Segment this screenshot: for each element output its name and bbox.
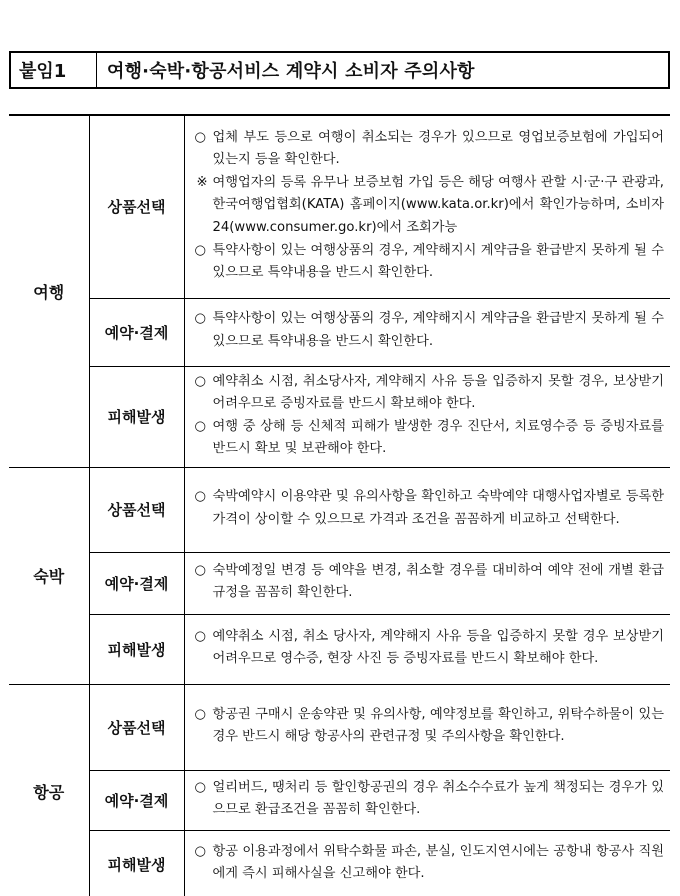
- circle-bullet-icon: ○: [194, 489, 207, 505]
- guidance-cell: [184, 298, 670, 366]
- item-text: 특약사항이 있는 여행상품의 경우, 계약해지시 계약금을 환급받지 못하게 될 수 있으므로 특약내용을 반드시 확인한다.: [212, 311, 664, 349]
- subcategory-cell: 예약·결제: [89, 552, 184, 614]
- list-item: [191, 704, 665, 749]
- table-row: [9, 115, 670, 298]
- table-row: [9, 684, 670, 770]
- guidance-cell: [184, 552, 670, 614]
- circle-bullet-icon: ○: [194, 129, 207, 145]
- subcategory-cell: 예약·결제: [89, 770, 184, 830]
- table-row: [9, 467, 670, 552]
- table-row: [9, 552, 670, 614]
- subcategory-cell: 상품선택: [89, 467, 184, 552]
- list-item: [191, 371, 665, 416]
- guidance-cell: [184, 770, 670, 830]
- table-row: [9, 614, 670, 684]
- list-item: [191, 841, 665, 886]
- circle-bullet-icon: ○: [194, 706, 207, 722]
- table-row: [9, 830, 670, 896]
- guidance-cell: [184, 366, 670, 467]
- list-item: [191, 626, 665, 671]
- guidance-cell: [184, 684, 670, 770]
- item-text: 여행업자의 등록 유무나 보증보험 가입 등은 해당 여행사 관할 시·군·구 관광과, 한국여행업협회(KATA) 홈페이지(www.kata.or.kr)에서 확인가능하며, 소비자24(www.consumer.go.kr)에서 조회가능: [212, 174, 664, 236]
- item-text: 항공권 구매시 운송약관 및 유의사항, 예약정보를 확인하고, 위탁수하물이 있는 경우 반드시 해당 항공사의 관련규정 및 주의사항을 확인한다.: [212, 706, 664, 745]
- list-item: [191, 486, 665, 531]
- subcategory-cell: 피해발생: [89, 614, 184, 684]
- item-text: 특약사항이 있는 여행상품의 경우, 계약해지시 계약금을 환급받지 못하게 될 수 있으므로 특약내용을 반드시 확인한다.: [212, 242, 664, 281]
- item-text: 항공 이용과정에서 위탁수화물 파손, 분실, 인도지연시에는 공항내 항공사 직원에게 즉시 피해사실을 신고해야 한다.: [212, 843, 664, 882]
- circle-bullet-icon: ○: [194, 628, 207, 644]
- table-row: [9, 366, 670, 467]
- table-row: [9, 770, 670, 830]
- guidance-cell: [184, 830, 670, 896]
- circle-bullet-icon: ○: [194, 311, 207, 327]
- subcategory-cell: 피해발생: [89, 366, 184, 467]
- attachment-label: 붙임1: [11, 53, 97, 87]
- document-title: 여행·숙박·항공서비스 계약시 소비자 주의사항: [107, 61, 475, 82]
- guidance-cell: [184, 614, 670, 684]
- subcategory-cell: 예약·결제: [89, 298, 184, 366]
- item-text: 업체 부도 등으로 여행이 취소되는 경우가 있으므로 영업보증보험에 가입되어 있는지 등을 확인한다.: [212, 129, 664, 168]
- circle-bullet-icon: ○: [194, 843, 207, 859]
- attachment-header: [9, 51, 670, 89]
- subcategory-cell: 상품선택: [89, 684, 184, 770]
- guidance-cell: [184, 115, 670, 298]
- subcategory-cell: 피해발생: [89, 830, 184, 896]
- circle-bullet-icon: ○: [194, 562, 207, 578]
- list-item: [191, 240, 665, 285]
- item-text: 숙박예약시 이용약관 및 유의사항을 확인하고 숙박예약 대행사업자별로 등록한 가격이 상이할 수 있으므로 가격과 조건을 꼼꼼하게 비교하고 선택한다.: [212, 489, 664, 527]
- category-cell: 항공: [9, 684, 89, 896]
- category-cell: 숙박: [9, 467, 89, 684]
- reference-mark-icon: ※: [196, 174, 208, 190]
- list-item: [191, 777, 665, 822]
- item-text: 예약취소 시점, 취소 당사자, 계약해지 사유 등을 입증하지 못할 경우 보상받기 어려우므로 영수증, 현장 사진 등 증빙자료를 반드시 확보해야 한다.: [212, 628, 664, 667]
- category-cell: 여행: [9, 115, 89, 467]
- list-item: [191, 308, 665, 353]
- note-item: [191, 172, 665, 240]
- list-item: [191, 560, 665, 605]
- circle-bullet-icon: ○: [194, 418, 207, 434]
- list-item: [191, 416, 665, 461]
- consumer-caution-table: [9, 114, 670, 896]
- item-text: 여행 중 상해 등 신체적 피해가 발생한 경우 진단서, 치료영수증 등 증빙자료를 반드시 확보 및 보관해야 한다.: [212, 418, 664, 457]
- table-row: [9, 298, 670, 366]
- item-text: 얼리버드, 땡처리 등 할인항공권의 경우 취소수수료가 높게 책정되는 경우가 있으므로 환급조건을 꼼꼼히 확인한다.: [212, 779, 664, 818]
- circle-bullet-icon: ○: [194, 779, 207, 795]
- circle-bullet-icon: ○: [194, 242, 207, 258]
- list-item: [191, 127, 665, 172]
- subcategory-cell: 상품선택: [89, 115, 184, 298]
- circle-bullet-icon: ○: [194, 373, 207, 389]
- guidance-cell: [184, 467, 670, 552]
- item-text: 숙박예정일 변경 등 예약을 변경, 취소할 경우를 대비하여 예약 전에 개별 환급규정을 꼼꼼히 확인한다.: [212, 562, 664, 601]
- item-text: 예약취소 시점, 취소당사자, 계약해지 사유 등을 입증하지 못할 경우, 보상받기 어려우므로 증빙자료를 반드시 확보해야 한다.: [212, 373, 664, 412]
